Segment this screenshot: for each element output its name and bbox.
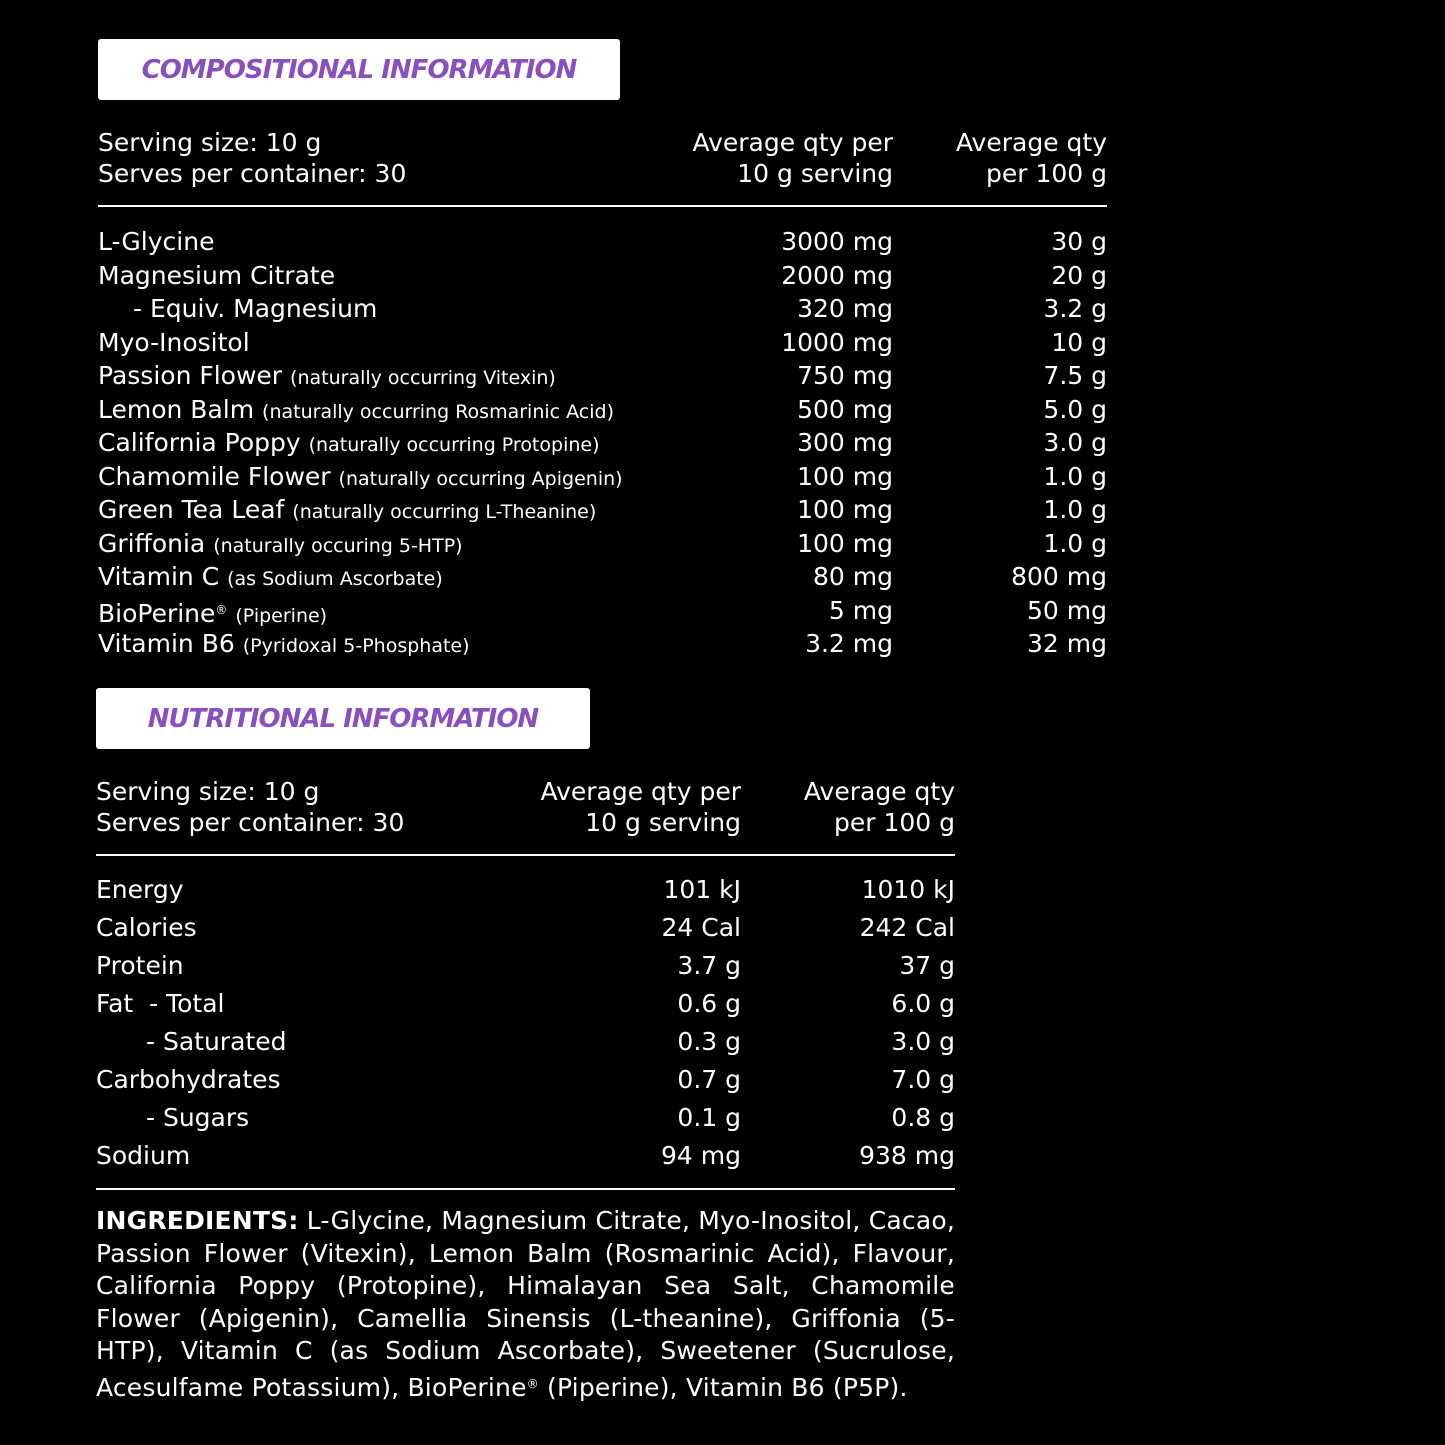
per-100g-value: 1010 kJ: [861, 875, 955, 904]
ingredient-label: Griffonia: [98, 528, 206, 558]
compositional-header: [98, 127, 1107, 191]
ingredient-label: Vitamin B6: [98, 629, 235, 658]
ingredient-note: (as Sodium Ascorbate): [227, 568, 443, 590]
col-per-100g-line2: per 100 g: [985, 159, 1107, 188]
per-100g-value: 1.0 g: [1043, 461, 1107, 491]
table-row: [96, 985, 955, 1023]
ingredient-label: Magnesium Citrate: [98, 260, 336, 290]
per-100g-value: 32 mg: [1027, 629, 1107, 658]
nutritional-divider-top: [96, 854, 955, 856]
per-serving-value: 100 mg: [797, 461, 893, 491]
per-100g-value: 50 mg: [1027, 595, 1107, 625]
registered-mark: ®: [526, 1376, 539, 1391]
per-serving-value: 0.3 g: [677, 1027, 741, 1056]
nutrient-name: - Sugars: [146, 1103, 250, 1132]
ingredient-note: (naturally occurring Rosmarinic Acid): [262, 400, 614, 423]
col-per-serving-line2: 10 g serving: [585, 808, 741, 837]
nutritional-rows: [96, 871, 955, 1175]
nutritional-banner: [96, 688, 590, 749]
nutrient-name: Carbohydrates: [96, 1065, 281, 1094]
compositional-banner: [98, 39, 620, 100]
per-serving-value: 3.7 g: [677, 951, 741, 980]
ingredient-note: (naturally occurring L-Theanine): [292, 501, 597, 523]
ingredient-name: [98, 627, 470, 664]
nutrient-name: Fat - Total: [96, 989, 225, 1018]
per-100g-value: 242 Cal: [859, 913, 955, 942]
per-serving-value: 2000 mg: [781, 260, 893, 290]
ingredient-name: [98, 527, 463, 564]
per-100g-value: 10 g: [1051, 327, 1107, 357]
per-100g-value: 37 g: [899, 951, 955, 980]
ingredient-note: (naturally occurring Apigenin): [338, 467, 623, 490]
ingredient-label: Green Tea Leaf: [98, 495, 285, 524]
per-serving-value: 0.7 g: [677, 1065, 741, 1094]
ingredient-note: (naturally occuring 5-HTP): [213, 534, 463, 557]
per-serving-value: 1000 mg: [781, 327, 893, 357]
ingredients-text-part1: L-Glycine, Magnesium Citrate, Myo-Inositol, Cacao, Passion Flower (Vitexin), Lemon Balm (Rosmarinic Acid), Flavour, California Poppy (Protopine), Himalayan Sea Salt, Chamomile Flower (Apigenin), Camellia Sinensis (L-theanine), Griffonia (5-HTP), Vitamin C (as Sodium Ascorbate), Sweetener (Sucrulose, Acesulfame Potassium), BioPerine: [96, 1206, 955, 1402]
table-row: [98, 225, 1107, 259]
per-100g-value: 938 mg: [859, 1141, 955, 1170]
table-row: [98, 527, 1107, 561]
per-100g-value: 7.5 g: [1043, 361, 1107, 390]
per-serving-value: 100 mg: [797, 495, 893, 524]
per-serving-value: 3000 mg: [781, 227, 893, 256]
ingredient-name: [98, 426, 600, 463]
nutrient-name: Sodium: [96, 1141, 191, 1170]
ingredient-label: BioPerine: [98, 598, 216, 628]
table-row: [98, 393, 1107, 427]
table-row: [98, 493, 1107, 527]
compositional-serving-info: [98, 127, 406, 189]
per-serving-value: 24 Cal: [661, 913, 741, 942]
compositional-divider: [98, 205, 1107, 207]
col-per-100g-line2: per 100 g: [833, 808, 955, 837]
per-serving-value: 300 mg: [797, 428, 893, 457]
col-per-100g-line1: Average qty: [955, 128, 1107, 157]
compositional-col-per-serving: [692, 127, 893, 189]
table-row: [98, 594, 1107, 628]
per-serving-value: 94 mg: [661, 1141, 741, 1170]
per-100g-value: 3.0 g: [891, 1027, 955, 1056]
per-serving-value: 0.6 g: [677, 989, 741, 1018]
table-row: [98, 259, 1107, 293]
ingredient-name: [98, 560, 443, 597]
ingredient-name: [98, 393, 614, 430]
ingredient-name: [98, 326, 250, 360]
ingredient-label: Myo-Inositol: [98, 327, 250, 357]
ingredient-note: (naturally occurring Protopine): [308, 434, 600, 456]
ingredient-name: [98, 259, 335, 293]
nutrient-name: Calories: [96, 913, 197, 942]
per-100g-value: 800 mg: [1011, 562, 1107, 591]
col-per-100g-line1: Average qty: [803, 777, 955, 806]
nutritional-serving-size: Serving size: 10 g: [96, 777, 320, 806]
compositional-rows: [98, 225, 1107, 661]
per-serving-value: 80 mg: [813, 562, 893, 591]
ingredients-label: INGREDIENTS:: [96, 1206, 299, 1235]
per-100g-value: 1.0 g: [1043, 528, 1107, 558]
table-row: [98, 359, 1107, 393]
col-per-serving-line1: Average qty per: [692, 128, 893, 157]
ingredient-label: Chamomile Flower: [98, 461, 331, 491]
ingredients-text-part2: (Piperine), Vitamin B6 (P5P).: [538, 1372, 908, 1402]
per-serving-value: 320 mg: [797, 294, 893, 323]
compositional-serves-per-container: Serves per container: 30: [98, 159, 407, 188]
table-row: [96, 947, 955, 985]
ingredient-name: [98, 359, 556, 396]
ingredient-name: [98, 493, 596, 530]
compositional-col-per-100g: [956, 127, 1107, 189]
nutrient-name: Energy: [96, 875, 184, 904]
col-per-serving-line1: Average qty per: [540, 777, 741, 806]
ingredients-paragraph: [96, 1205, 955, 1404]
per-100g-value: 0.8 g: [891, 1103, 955, 1132]
ingredient-label: Passion Flower: [98, 361, 283, 390]
per-100g-value: 6.0 g: [891, 989, 955, 1018]
ingredient-name: [98, 460, 623, 497]
compositional-table: [98, 127, 1107, 661]
table-row: [98, 326, 1107, 360]
per-100g-value: 7.0 g: [891, 1065, 955, 1094]
table-row: [96, 909, 955, 947]
nutrient-name: Protein: [96, 951, 184, 980]
per-100g-value: 3.0 g: [1043, 428, 1107, 457]
nutritional-col-per-100g: [804, 776, 955, 838]
ingredient-note: (Piperine): [235, 604, 328, 627]
table-row: [96, 871, 955, 909]
per-serving-value: 0.1 g: [677, 1103, 741, 1132]
table-row: [96, 1137, 955, 1175]
table-row: [96, 1099, 955, 1137]
per-serving-value: 500 mg: [797, 394, 893, 424]
per-serving-value: 750 mg: [797, 361, 893, 390]
ingredient-label: Vitamin C: [98, 562, 220, 591]
ingredient-note: (naturally occurring Vitexin): [290, 367, 556, 389]
compositional-title: COMPOSITIONAL INFORMATION: [141, 54, 577, 85]
table-row: [96, 1023, 955, 1061]
per-serving-value: 5 mg: [828, 595, 893, 625]
nutritional-divider-bottom: [96, 1188, 955, 1190]
per-100g-value: 1.0 g: [1043, 495, 1107, 524]
table-row: [98, 560, 1107, 594]
ingredient-label: L-Glycine: [98, 227, 215, 256]
col-per-serving-line2: 10 g serving: [737, 159, 893, 188]
nutritional-serves-per-container: Serves per container: 30: [96, 808, 405, 837]
registered-mark: ®: [215, 602, 228, 617]
table-row: [96, 1061, 955, 1099]
ingredient-note: (Pyridoxal 5-Phosphate): [242, 635, 470, 657]
per-100g-value: 5.0 g: [1043, 394, 1107, 424]
compositional-serving-size: Serving size: 10 g: [98, 128, 322, 157]
ingredient-label: California Poppy: [98, 428, 301, 457]
ingredient-label: - Equiv. Magnesium: [133, 294, 378, 323]
table-row: [98, 426, 1107, 460]
per-serving-value: 3.2 mg: [805, 629, 893, 658]
nutritional-title: NUTRITIONAL INFORMATION: [147, 703, 539, 734]
ingredient-name: [98, 225, 214, 259]
nutritional-table: [96, 776, 955, 1404]
nutritional-col-per-serving: [540, 776, 741, 838]
nutritional-header: [96, 776, 955, 840]
per-100g-value: 20 g: [1051, 260, 1107, 290]
per-serving-value: 101 kJ: [663, 875, 741, 904]
table-row: [98, 460, 1107, 494]
ingredient-name: [98, 292, 377, 326]
ingredient-label: Lemon Balm: [98, 394, 255, 424]
table-row: [98, 292, 1107, 326]
table-row: [98, 627, 1107, 661]
per-serving-value: 100 mg: [797, 528, 893, 558]
nutrient-name: - Saturated: [146, 1027, 287, 1056]
per-100g-value: 3.2 g: [1043, 294, 1107, 323]
per-100g-value: 30 g: [1051, 227, 1107, 256]
nutritional-serving-info: [96, 776, 404, 838]
